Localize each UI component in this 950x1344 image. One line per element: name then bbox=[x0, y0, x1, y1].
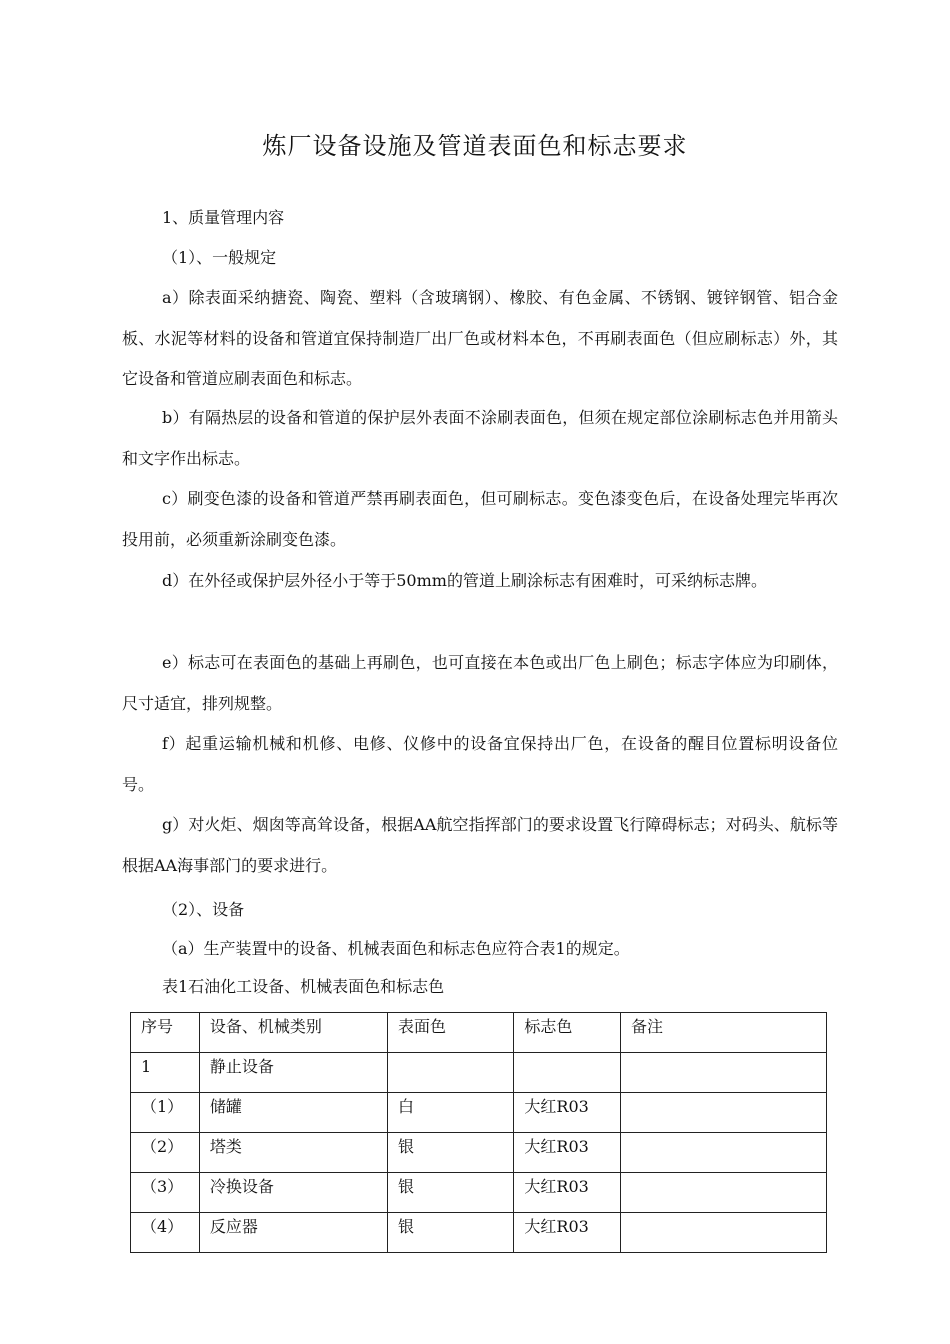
table-cell bbox=[621, 1133, 827, 1173]
table-cell bbox=[621, 1053, 827, 1093]
subsection-equipment-note: （a）生产装置中的设备、机械表面色和标志色应符合表1的规定。 bbox=[162, 939, 630, 958]
paragraph-b: b）有隔热层的设备和管道的保护层外表面不涂刷表面色，但须在规定部位涂刷标志色并用箭头和文字作出标志。 bbox=[122, 408, 838, 468]
table-header-row bbox=[131, 1013, 827, 1053]
paragraph-f: f）起重运输机械和机修、电修、仪修中的设备宜保持出厂色，在设备的醒目位置标明设备位号。 bbox=[122, 734, 838, 794]
table-row bbox=[131, 1213, 827, 1253]
table-cell: （3） bbox=[131, 1173, 200, 1213]
table-cell bbox=[621, 1213, 827, 1253]
table-cell: （4） bbox=[131, 1213, 200, 1253]
table-cell: 银 bbox=[388, 1173, 514, 1213]
table-cell: 静止设备 bbox=[199, 1053, 387, 1093]
header-cell-mark-color: 标志色 bbox=[514, 1013, 621, 1053]
table-cell: 储罐 bbox=[199, 1093, 387, 1133]
table-cell bbox=[621, 1173, 827, 1213]
paragraph-e: e）标志可在表面色的基础上再刷色，也可直接在本色或出厂色上刷色；标志字体应为印刷体，尺寸适宜，排列规整。 bbox=[122, 653, 838, 713]
table-cell: 银 bbox=[388, 1133, 514, 1173]
document-title: 炼厂设备设施及管道表面色和标志要求 bbox=[262, 132, 688, 160]
header-cell-surface-color: 表面色 bbox=[388, 1013, 514, 1053]
table-cell: 大红R03 bbox=[514, 1213, 621, 1253]
subsection-general-rules: （1）、一般规定 bbox=[162, 248, 277, 267]
paragraph-d: d）在外径或保护层外径小于等于50mm的管道上刷涂标志有困难时，可采纳标志牌。 bbox=[162, 571, 767, 590]
table-cell: 白 bbox=[388, 1093, 514, 1133]
table-cell: （2） bbox=[131, 1133, 200, 1173]
equipment-color-table bbox=[130, 1012, 827, 1253]
table-caption: 表1石油化工设备、机械表面色和标志色 bbox=[162, 977, 445, 996]
paragraph-g: g）对火炬、烟囱等高耸设备，根据AA航空指挥部门的要求设置飞行障碍标志；对码头、航标等根据AA海事部门的要求进行。 bbox=[122, 815, 838, 875]
header-cell-remarks: 备注 bbox=[621, 1013, 827, 1053]
table-cell: 大红R03 bbox=[514, 1093, 621, 1133]
table-cell bbox=[388, 1053, 514, 1093]
table-row bbox=[131, 1053, 827, 1093]
table-cell: 大红R03 bbox=[514, 1133, 621, 1173]
table-row bbox=[131, 1093, 827, 1133]
table-row bbox=[131, 1133, 827, 1173]
table-cell: 冷换设备 bbox=[199, 1173, 387, 1213]
section-heading-quality-management: 1、质量管理内容 bbox=[162, 208, 285, 227]
table-cell: 反应器 bbox=[199, 1213, 387, 1253]
paragraph-c: c）刷变色漆的设备和管道严禁再刷表面色，但可刷标志。变色漆变色后，在设备处理完毕再次投用前，必须重新涂刷变色漆。 bbox=[122, 489, 838, 549]
table-row bbox=[131, 1173, 827, 1213]
table-cell: 1 bbox=[131, 1053, 200, 1093]
paragraph-a: a）除表面采纳搪瓷、陶瓷、塑料（含玻璃钢）、橡胶、有色金属、不锈钢、镀锌钢管、铝合金板、水泥等材料的设备和管道宜保持制造厂出厂色或材料本色，不再刷表面色（但应刷标志）外，其它设备和管道应刷表面色和标志。 bbox=[122, 288, 838, 388]
table-cell: 大红R03 bbox=[514, 1173, 621, 1213]
table-cell: （1） bbox=[131, 1093, 200, 1133]
table-cell bbox=[621, 1093, 827, 1133]
table-cell: 银 bbox=[388, 1213, 514, 1253]
header-cell-category: 设备、机械类别 bbox=[199, 1013, 387, 1053]
table-cell: 塔类 bbox=[199, 1133, 387, 1173]
subsection-equipment: （2）、设备 bbox=[162, 900, 245, 919]
header-cell-index: 序号 bbox=[131, 1013, 200, 1053]
table-cell bbox=[514, 1053, 621, 1093]
